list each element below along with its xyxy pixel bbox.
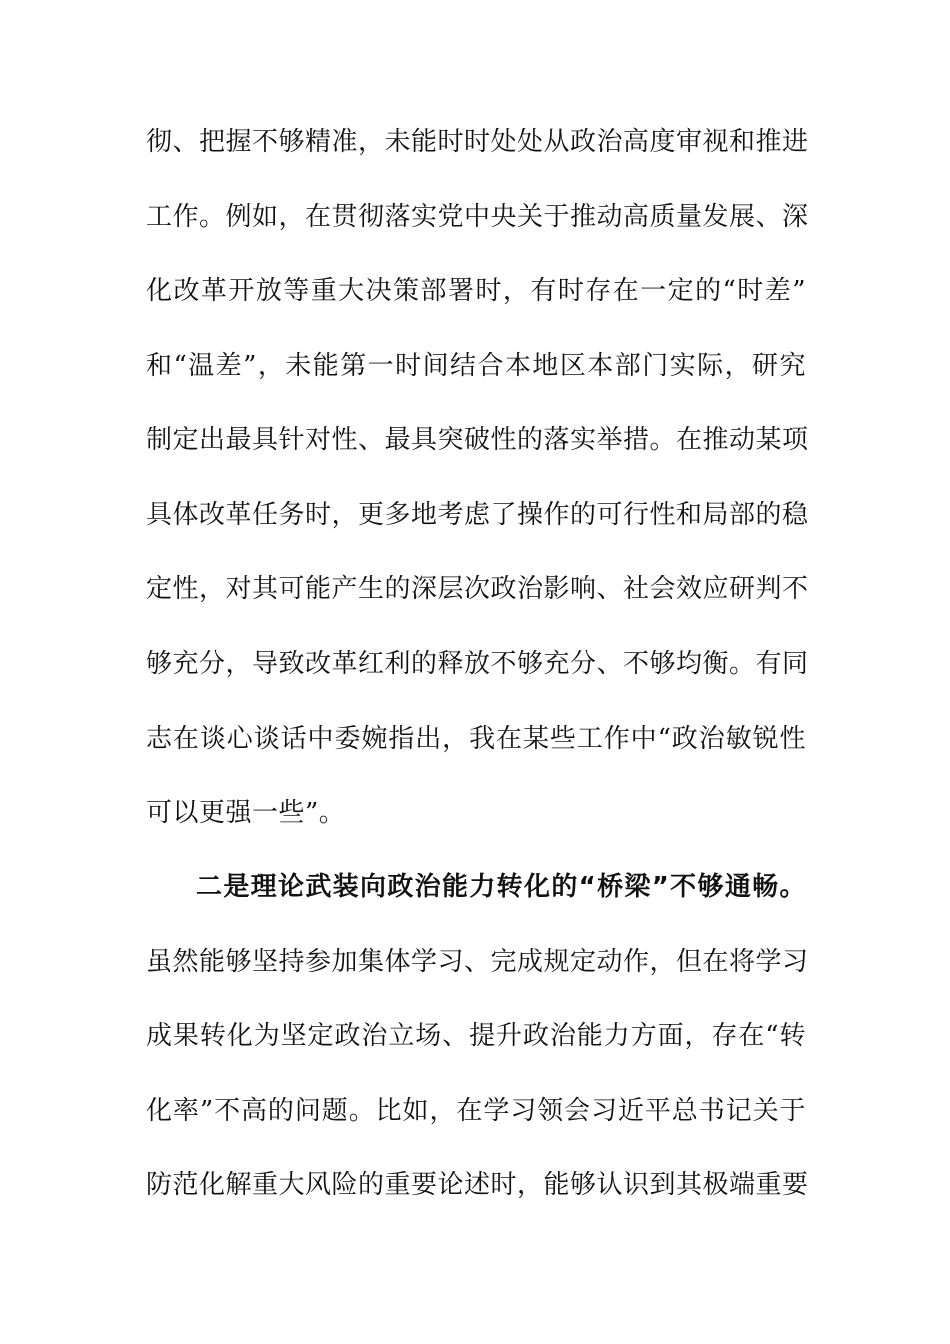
text-line: 彻、把握不够精准，未能时时处处从政治高度审视和推进 bbox=[146, 127, 809, 157]
text-line: 和“温差”，未能第一时间结合本地区本部门实际，研究 bbox=[146, 351, 806, 381]
text-line: 防范化解重大风险的重要论述时，能够认识到其极端重要 bbox=[146, 1170, 809, 1200]
text-line: 成果转化为坚定政治立场、提升政治能力方面，存在“转 bbox=[146, 1021, 806, 1051]
text-line: 虽然能够坚持参加集体学习、完成规定动作，但在将学习 bbox=[146, 947, 809, 977]
text-line: 够充分，导致改革红利的释放不够充分、不够均衡。有同 bbox=[146, 649, 809, 679]
text-line: 化率”不高的问题。比如，在学习领会习近平总书记关于 bbox=[146, 1096, 806, 1126]
text-line: 可以更强一些”。 bbox=[146, 798, 346, 828]
section-heading: 二是理论武装向政治能力转化的“桥梁”不够通畅。 bbox=[196, 872, 806, 902]
text-line: 具体改革任务时，更多地考虑了操作的可行性和局部的稳 bbox=[146, 500, 809, 530]
text-line: 志在谈心谈话中委婉指出，我在某些工作中“政治敏锐性 bbox=[146, 724, 806, 754]
text-line: 定性，对其可能产生的深层次政治影响、社会效应研判不 bbox=[146, 574, 809, 604]
text-line: 制定出最具针对性、最具突破性的落实举措。在推动某项 bbox=[146, 425, 809, 455]
text-line: 化改革开放等重大决策部署时，有时存在一定的“时差” bbox=[146, 276, 806, 306]
text-line: 工作。例如，在贯彻落实党中央关于推动高质量发展、深 bbox=[146, 202, 809, 232]
